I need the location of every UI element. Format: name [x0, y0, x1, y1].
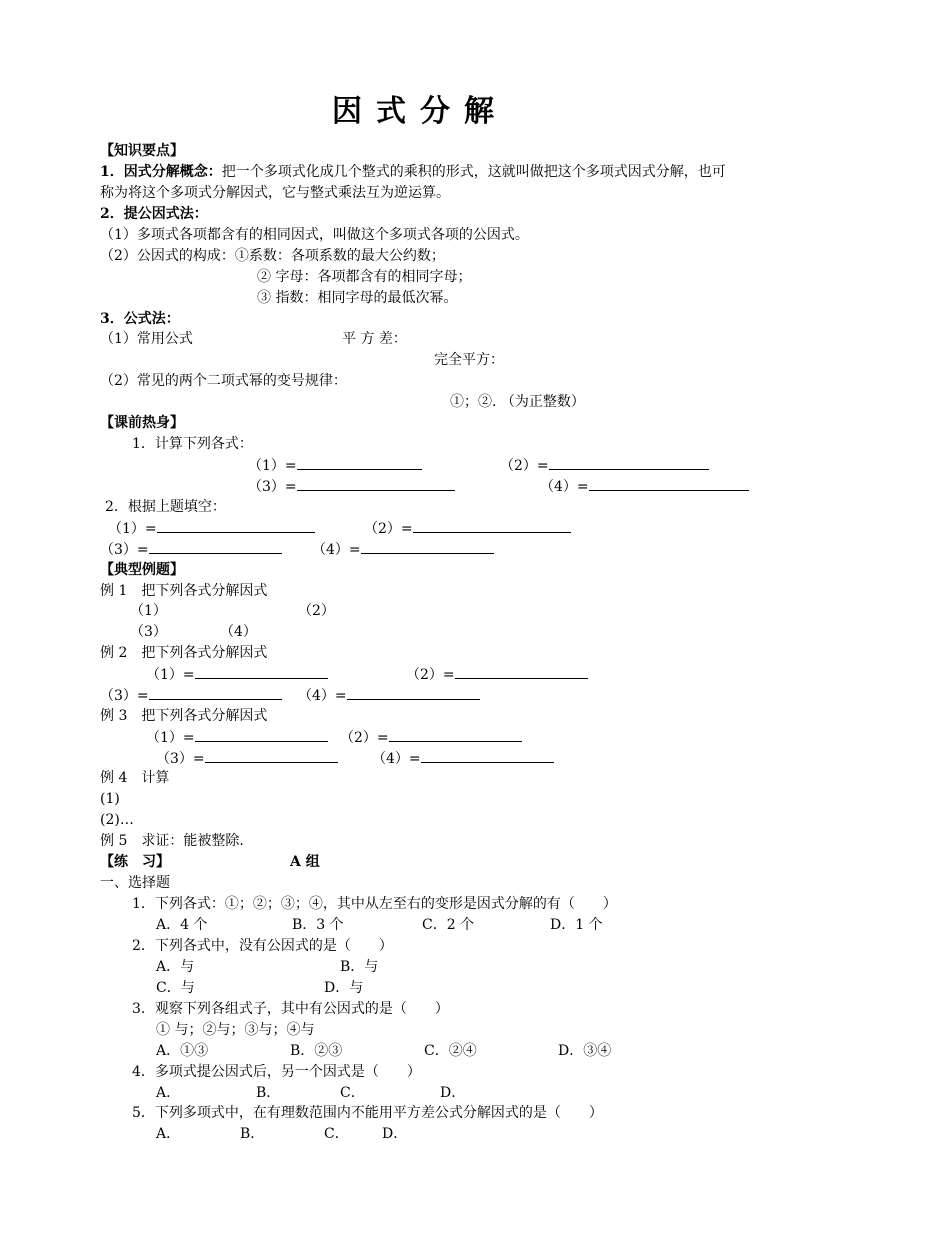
q5-option-b: B．	[240, 1126, 265, 1142]
p3-label: 3．公式法：	[100, 311, 180, 327]
example-3: 例 3 把下列各式分解因式	[100, 708, 268, 724]
warmup-q1-2	[500, 455, 709, 476]
practice-q4: 4．多项式提公因式后，另一个因式是（ ）	[132, 1064, 421, 1080]
practice-header: 【练 习】	[100, 854, 170, 870]
p3-line2: 完全平方：	[434, 352, 504, 368]
example-2-3	[100, 685, 282, 706]
warmup-q1-4-label: （4）=	[540, 479, 589, 495]
warmup-q2: 2．根据上题填空：	[105, 499, 226, 515]
warmup-q1-4	[540, 476, 749, 497]
p1-text: 把一个多项式化成几个整式的乘积的形式，这就叫做把这个多项式因式分解，也可	[221, 164, 726, 180]
example-1-4: （4）	[220, 624, 257, 640]
p2-label: 2．提公因式法：	[100, 206, 208, 222]
knowledge-header: 【知识要点】	[100, 143, 184, 159]
answer-blank	[455, 664, 588, 679]
p2-line1: （1）多项式各项都含有的相同因式，叫做这个多项式各项的公因式。	[100, 227, 529, 243]
example-2-4	[298, 685, 480, 706]
q1-option-a: A．4 个	[156, 917, 208, 933]
answer-blank	[297, 455, 422, 470]
answer-blank	[195, 727, 328, 742]
warmup-q2-4-label: （4）=	[312, 542, 361, 558]
example-2-1	[146, 664, 328, 685]
example-3-4	[372, 748, 554, 769]
warmup-q1-3-label: （3）=	[248, 479, 297, 495]
q5-option-a: A．	[156, 1126, 181, 1142]
warmup-q1-1	[248, 455, 422, 476]
q1-option-d: D．1 个	[550, 917, 603, 933]
practice-q3: 3．观察下列各组式子，其中有公因式的是（ ）	[132, 1001, 449, 1017]
warmup-header: 【课前热身】	[100, 415, 184, 431]
answer-blank	[157, 518, 315, 533]
q2-option-a: A．与	[156, 959, 195, 975]
answer-blank	[297, 476, 455, 491]
answer-blank	[589, 476, 749, 491]
example-3-2-label: （2）=	[340, 730, 389, 746]
warmup-q1-1-label: （1）=	[248, 458, 297, 474]
warmup-q2-1-label: （1）=	[108, 521, 157, 537]
practice-section: 一、选择题	[100, 875, 170, 891]
answer-blank	[195, 664, 328, 679]
example-4-2: (2)…	[100, 812, 134, 828]
p1-label: 1．因式分解概念：	[100, 164, 222, 180]
q3-option-a: A．①③	[156, 1043, 209, 1059]
warmup-q2-2-label: （2）=	[364, 521, 413, 537]
p1-text-cont: 称为将这个多项式分解因式，它与整式乘法互为逆运算。	[100, 185, 450, 201]
answer-blank	[389, 727, 522, 742]
example-3-3	[156, 748, 338, 769]
example-2-3-label: （3）=	[100, 688, 149, 704]
q4-option-a: A．	[156, 1085, 181, 1101]
p3-line1a: （1）常用公式	[100, 331, 193, 347]
example-3-1	[146, 727, 328, 748]
example-2-2	[406, 664, 588, 685]
examples-header: 【典型例题】	[100, 562, 184, 578]
p3-line4: ①；②. （为正整数）	[450, 394, 585, 410]
answer-blank	[413, 518, 571, 533]
warmup-q1: 1．计算下列各式：	[132, 436, 253, 452]
answer-blank	[549, 455, 709, 470]
p2-line3: ② 字母：各项都含有的相同字母；	[257, 269, 472, 285]
warmup-q1-2-label: （2）=	[500, 458, 549, 474]
warmup-q2-1	[108, 518, 315, 539]
q4-option-d: D．	[440, 1085, 466, 1101]
example-1-2: （2）	[298, 603, 335, 619]
page-title: 因式分解	[332, 94, 508, 129]
q2-option-d: D．与	[324, 980, 364, 996]
q4-option-b: B．	[256, 1085, 281, 1101]
q1-option-b: B．3 个	[292, 917, 344, 933]
example-4: 例 4 计算	[100, 770, 170, 786]
p2-line2: （2）公因式的构成：①系数：各项系数的最大公约数；	[100, 248, 445, 264]
p2-line4: ③ 指数：相同字母的最低次幂。	[257, 290, 458, 306]
example-2: 例 2 把下列各式分解因式	[100, 645, 268, 661]
example-3-1-label: （1）=	[146, 730, 195, 746]
example-1-3: （3）	[130, 624, 167, 640]
answer-blank	[149, 685, 282, 700]
q3-statements: ① 与；②与；③与；④与	[156, 1022, 315, 1038]
example-3-2	[340, 727, 522, 748]
example-1-1: （1）	[130, 603, 167, 619]
q5-option-c: C．	[324, 1126, 349, 1142]
example-2-2-label: （2）=	[406, 667, 455, 683]
warmup-q2-4	[312, 539, 494, 560]
answer-blank	[361, 539, 494, 554]
q3-option-d: D．③④	[558, 1043, 612, 1059]
practice-q1: 1．下列各式：①；②；③；④，其中从左至右的变形是因式分解的有（ ）	[132, 896, 617, 912]
example-5: 例 5 求证：能被整除.	[100, 833, 244, 849]
example-1: 例 1 把下列各式分解因式	[100, 583, 268, 599]
practice-group: A 组	[290, 854, 320, 870]
q4-option-c: C．	[340, 1085, 365, 1101]
answer-blank	[347, 685, 480, 700]
q5-option-d: D．	[382, 1126, 408, 1142]
example-2-4-label: （4）=	[298, 688, 347, 704]
example-3-3-label: （3）=	[156, 751, 205, 767]
practice-q5: 5．下列多项式中，在有理数范围内不能用平方差公式分解因式的是（ ）	[132, 1105, 603, 1121]
answer-blank	[421, 748, 554, 763]
answer-blank	[149, 539, 282, 554]
p3-line1b: 平 方 差：	[342, 331, 407, 347]
knowledge-p1	[100, 162, 726, 182]
warmup-q2-2	[364, 518, 571, 539]
warmup-q2-3-label: （3）=	[100, 542, 149, 558]
q2-option-c: C．与	[156, 980, 195, 996]
answer-blank	[205, 748, 338, 763]
example-2-1-label: （1）=	[146, 667, 195, 683]
warmup-q2-3	[100, 539, 282, 560]
p3-line3: （2）常见的两个二项式幂的变号规律：	[100, 373, 347, 389]
practice-q2: 2．下列各式中，没有公因式的是（ ）	[132, 938, 393, 954]
q3-option-c: C．②④	[424, 1043, 477, 1059]
example-4-1: (1)	[100, 791, 120, 807]
example-3-4-label: （4）=	[372, 751, 421, 767]
warmup-q1-3	[248, 476, 455, 497]
q2-option-b: B．与	[340, 959, 379, 975]
q3-option-b: B．②③	[290, 1043, 343, 1059]
q1-option-c: C．2 个	[422, 917, 475, 933]
